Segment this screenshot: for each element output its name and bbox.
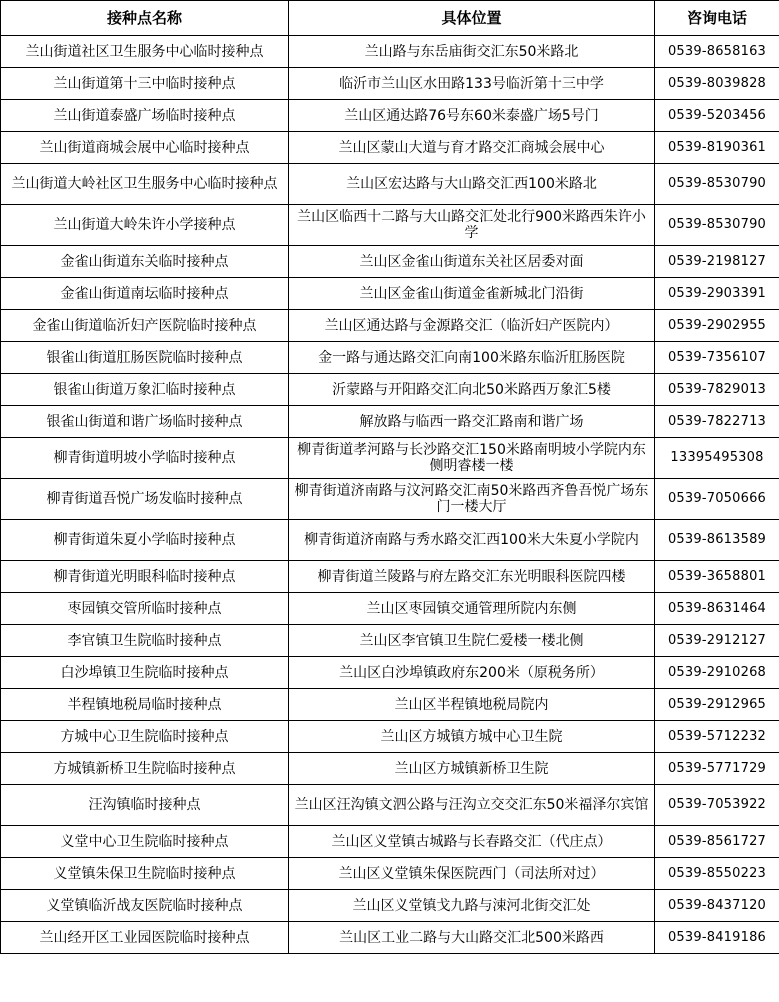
table-row bbox=[1, 438, 779, 479]
site-location: 兰山区李官镇卫生院仁爱楼一楼北侧 bbox=[289, 625, 655, 657]
table-row bbox=[1, 406, 779, 438]
site-name: 方城镇新桥卫生院临时接种点 bbox=[1, 753, 289, 785]
site-phone: 0539-8561727 bbox=[655, 826, 779, 858]
site-name: 银雀山街道万象汇临时接种点 bbox=[1, 374, 289, 406]
site-location: 兰山区蒙山大道与育才路交汇商城会展中心 bbox=[289, 132, 655, 164]
site-location: 兰山区金雀山街道东关社区居委对面 bbox=[289, 246, 655, 278]
site-location: 柳青街道济南路与秀水路交汇西100米大朱夏小学院内 bbox=[289, 520, 655, 561]
site-name: 义堂镇朱保卫生院临时接种点 bbox=[1, 858, 289, 890]
site-name: 银雀山街道和谐广场临时接种点 bbox=[1, 406, 289, 438]
table-row bbox=[1, 100, 779, 132]
table-row bbox=[1, 689, 779, 721]
site-location: 兰山区义堂镇朱保医院西门（司法所对过） bbox=[289, 858, 655, 890]
site-location: 兰山区白沙埠镇政府东200米（原税务所） bbox=[289, 657, 655, 689]
site-phone: 0539-2903391 bbox=[655, 278, 779, 310]
site-name: 柳青街道吾悦广场发临时接种点 bbox=[1, 479, 289, 520]
site-name: 兰山经开区工业园医院临时接种点 bbox=[1, 922, 289, 954]
table-row bbox=[1, 68, 779, 100]
header-phone: 咨询电话 bbox=[655, 1, 779, 36]
site-location: 兰山区通达路76号东60米泰盛广场5号门 bbox=[289, 100, 655, 132]
table-row bbox=[1, 657, 779, 689]
table-row bbox=[1, 561, 779, 593]
table-row bbox=[1, 890, 779, 922]
site-phone: 0539-2902955 bbox=[655, 310, 779, 342]
table-row bbox=[1, 826, 779, 858]
site-name: 方城中心卫生院临时接种点 bbox=[1, 721, 289, 753]
table-row bbox=[1, 593, 779, 625]
site-name: 兰山街道大岭社区卫生服务中心临时接种点 bbox=[1, 164, 289, 205]
site-name: 兰山街道泰盛广场临时接种点 bbox=[1, 100, 289, 132]
site-location: 兰山区金雀山街道金雀新城北门沿街 bbox=[289, 278, 655, 310]
site-name: 枣园镇交管所临时接种点 bbox=[1, 593, 289, 625]
site-location: 兰山区方城镇新桥卫生院 bbox=[289, 753, 655, 785]
site-location: 兰山区义堂镇戈九路与涑河北街交汇处 bbox=[289, 890, 655, 922]
header-location: 具体位置 bbox=[289, 1, 655, 36]
table-row bbox=[1, 246, 779, 278]
table-row bbox=[1, 625, 779, 657]
site-location: 兰山区通达路与金源路交汇（临沂妇产医院内） bbox=[289, 310, 655, 342]
site-location: 柳青街道济南路与汶河路交汇南50米路西齐鲁吾悦广场东门一楼大厅 bbox=[289, 479, 655, 520]
site-phone: 0539-2912965 bbox=[655, 689, 779, 721]
site-phone: 0539-8530790 bbox=[655, 205, 779, 246]
site-name: 汪沟镇临时接种点 bbox=[1, 785, 289, 826]
table-header-row bbox=[1, 1, 779, 36]
site-phone: 0539-2910268 bbox=[655, 657, 779, 689]
site-location: 金一路与通达路交汇向南100米路东临沂肛肠医院 bbox=[289, 342, 655, 374]
site-location: 柳青街道兰陵路与府左路交汇东光明眼科医院四楼 bbox=[289, 561, 655, 593]
table-row bbox=[1, 374, 779, 406]
table-row bbox=[1, 36, 779, 68]
table-row bbox=[1, 479, 779, 520]
site-location: 兰山区方城镇方城中心卫生院 bbox=[289, 721, 655, 753]
site-phone: 0539-3658801 bbox=[655, 561, 779, 593]
site-phone: 0539-8613589 bbox=[655, 520, 779, 561]
site-phone: 0539-7829013 bbox=[655, 374, 779, 406]
table-row bbox=[1, 858, 779, 890]
site-name: 义堂镇临沂战友医院临时接种点 bbox=[1, 890, 289, 922]
site-name: 半程镇地税局临时接种点 bbox=[1, 689, 289, 721]
site-location: 解放路与临西一路交汇路南和谐广场 bbox=[289, 406, 655, 438]
site-phone: 0539-7356107 bbox=[655, 342, 779, 374]
site-name: 金雀山街道东关临时接种点 bbox=[1, 246, 289, 278]
site-phone: 0539-7050666 bbox=[655, 479, 779, 520]
site-name: 兰山街道社区卫生服务中心临时接种点 bbox=[1, 36, 289, 68]
table-row bbox=[1, 342, 779, 374]
table-row bbox=[1, 278, 779, 310]
header-site-name: 接种点名称 bbox=[1, 1, 289, 36]
site-phone: 13395495308 bbox=[655, 438, 779, 479]
site-name: 柳青街道明坡小学临时接种点 bbox=[1, 438, 289, 479]
site-name: 义堂中心卫生院临时接种点 bbox=[1, 826, 289, 858]
table-row bbox=[1, 922, 779, 954]
site-phone: 0539-8631464 bbox=[655, 593, 779, 625]
site-name: 李官镇卫生院临时接种点 bbox=[1, 625, 289, 657]
site-phone: 0539-2912127 bbox=[655, 625, 779, 657]
site-phone: 0539-8550223 bbox=[655, 858, 779, 890]
site-phone: 0539-8039828 bbox=[655, 68, 779, 100]
site-name: 金雀山街道临沂妇产医院临时接种点 bbox=[1, 310, 289, 342]
site-phone: 0539-8658163 bbox=[655, 36, 779, 68]
site-location: 兰山区工业二路与大山路交汇北500米路西 bbox=[289, 922, 655, 954]
site-location: 兰山区枣园镇交通管理所院内东侧 bbox=[289, 593, 655, 625]
site-location: 兰山区宏达路与大山路交汇西100米路北 bbox=[289, 164, 655, 205]
site-location: 兰山区义堂镇古城路与长春路交汇（代庄点） bbox=[289, 826, 655, 858]
table-row bbox=[1, 310, 779, 342]
table-row bbox=[1, 753, 779, 785]
site-location: 兰山区临西十二路与大山路交汇处北行900米路西朱许小学 bbox=[289, 205, 655, 246]
site-phone: 0539-5771729 bbox=[655, 753, 779, 785]
site-phone: 0539-8437120 bbox=[655, 890, 779, 922]
site-phone: 0539-5712232 bbox=[655, 721, 779, 753]
site-phone: 0539-7822713 bbox=[655, 406, 779, 438]
site-location: 柳青街道孝河路与长沙路交汇150米路南明坡小学院内东侧明睿楼一楼 bbox=[289, 438, 655, 479]
site-phone: 0539-7053922 bbox=[655, 785, 779, 826]
table-row bbox=[1, 721, 779, 753]
site-name: 金雀山街道南坛临时接种点 bbox=[1, 278, 289, 310]
site-name: 兰山街道商城会展中心临时接种点 bbox=[1, 132, 289, 164]
site-phone: 0539-8419186 bbox=[655, 922, 779, 954]
site-phone: 0539-8530790 bbox=[655, 164, 779, 205]
site-name: 柳青街道光明眼科临时接种点 bbox=[1, 561, 289, 593]
site-location: 沂蒙路与开阳路交汇向北50米路西万象汇5楼 bbox=[289, 374, 655, 406]
table-row bbox=[1, 205, 779, 246]
site-phone: 0539-5203456 bbox=[655, 100, 779, 132]
site-location: 临沂市兰山区水田路133号临沂第十三中学 bbox=[289, 68, 655, 100]
site-name: 兰山街道第十三中临时接种点 bbox=[1, 68, 289, 100]
table-row bbox=[1, 164, 779, 205]
site-name: 柳青街道朱夏小学临时接种点 bbox=[1, 520, 289, 561]
site-name: 兰山街道大岭朱许小学接种点 bbox=[1, 205, 289, 246]
site-name: 银雀山街道肛肠医院临时接种点 bbox=[1, 342, 289, 374]
site-name: 白沙埠镇卫生院临时接种点 bbox=[1, 657, 289, 689]
table-row bbox=[1, 132, 779, 164]
table-row bbox=[1, 785, 779, 826]
site-phone: 0539-8190361 bbox=[655, 132, 779, 164]
site-location: 兰山区汪沟镇文泗公路与汪沟立交交汇东50米福泽尔宾馆 bbox=[289, 785, 655, 826]
site-location: 兰山路与东岳庙街交汇东50米路北 bbox=[289, 36, 655, 68]
site-phone: 0539-2198127 bbox=[655, 246, 779, 278]
table-row bbox=[1, 520, 779, 561]
site-location: 兰山区半程镇地税局院内 bbox=[289, 689, 655, 721]
